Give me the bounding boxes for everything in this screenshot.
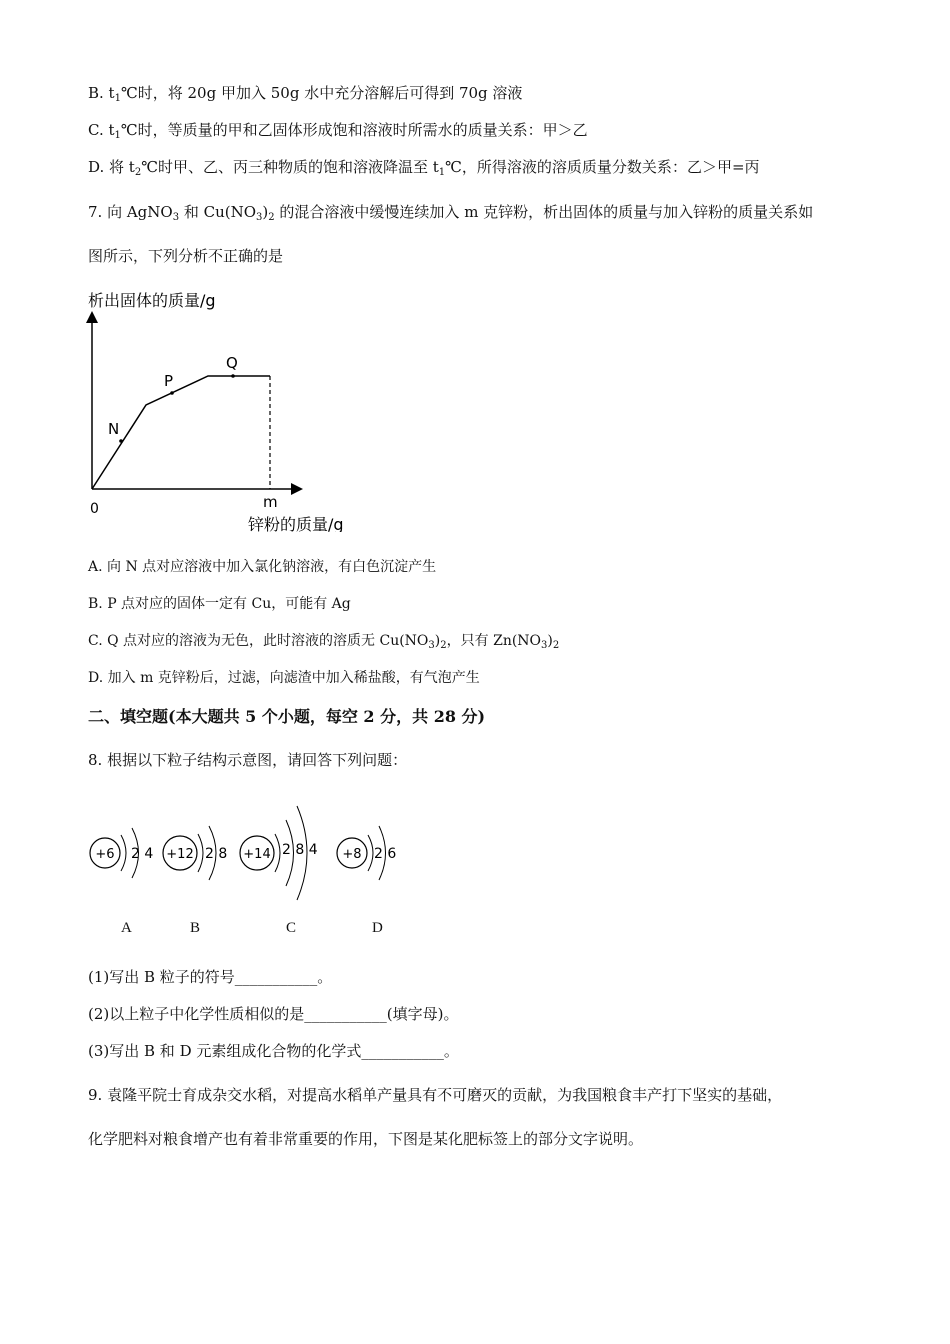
svg-text:+12: +12 bbox=[166, 847, 194, 862]
atom-b bbox=[163, 826, 227, 880]
y-axis-label: 析出固体的质量/g bbox=[88, 291, 216, 310]
svg-text:+14: +14 bbox=[243, 847, 271, 862]
atom-c bbox=[240, 806, 318, 900]
section-2-heading: 二、填空题(本大题共 5 个小题，每空 2 分，共 28 分) bbox=[88, 707, 486, 726]
atom-d bbox=[337, 826, 396, 880]
atom-label-c: C bbox=[286, 920, 297, 936]
q9-stem-line2: 化学肥料对粮食增产也有着非常重要的作用，下图是某化肥标签上的部分文字说明。 bbox=[88, 1130, 644, 1148]
svg-text:2 8: 2 8 bbox=[205, 846, 228, 862]
point-n bbox=[119, 439, 123, 443]
label-p: P bbox=[164, 372, 174, 390]
q7-stem-line2: 图所示，下列分析不正确的是 bbox=[88, 247, 284, 265]
svg-text:2 8 4: 2 8 4 bbox=[282, 842, 318, 858]
svg-text:+6: +6 bbox=[95, 847, 115, 862]
q6-option-b: B. $t_1℃$时，将 20g 甲加入 50g 水中充分溶解后可得到 70g 溶液 bbox=[88, 84, 523, 104]
q9-stem-line1: 9. 袁隆平院士育成杂交水稻，对提高水稻单产量具有不可磨灭的贡献，为我国粮食丰产打下坚实的基础， bbox=[88, 1086, 783, 1104]
svg-text:+8: +8 bbox=[342, 847, 362, 862]
atom-a bbox=[90, 828, 153, 878]
q8-stem: 8. 根据以下粒子结构示意图，请回答下列问题： bbox=[88, 751, 408, 769]
atom-diagrams bbox=[85, 792, 425, 902]
q8-part-2: (2)以上粒子中化学性质相似的是___________(填字母)。 bbox=[88, 1005, 459, 1023]
origin-label: 0 bbox=[90, 501, 99, 517]
svg-text:2 6: 2 6 bbox=[374, 846, 397, 862]
q7-option-d: D. 加入 m 克锌粉后，过滤，向滤渣中加入稀盐酸，有气泡产生 bbox=[88, 670, 480, 686]
q8-part-1: (1)写出 B 粒子的符号___________。 bbox=[88, 968, 333, 986]
q7-graph bbox=[80, 282, 380, 532]
q7-stem: 7. 向 AgNO$_3$ 和 $Cu(NO_3)_2$ 的混合溶液中缓慢连续加入 m 克锌粉，析出固体的质量与加入锌粉的质量关系如 bbox=[88, 203, 814, 223]
q6-option-c: C. $t_1℃$时，等质量的甲和乙固体形成饱和溶液时所需水的质量关系：甲＞乙 bbox=[88, 121, 588, 141]
atom-label-d: D bbox=[372, 920, 383, 936]
svg-text:2 4: 2 4 bbox=[131, 846, 154, 862]
q7-option-b: B. P 点对应的固体一定有 Cu，可能有 Ag bbox=[88, 596, 351, 612]
q6-option-d: D. 将 $t_2℃$时甲、乙、丙三种物质的饱和溶液降温至 $t_1℃$，所得溶液的溶质质量分数关系：乙＞甲=丙 bbox=[88, 158, 760, 178]
atom-label-a: A bbox=[121, 920, 132, 936]
q8-part-3: (3)写出 B 和 D 元素组成化合物的化学式___________。 bbox=[88, 1042, 459, 1060]
q7-option-a: A. 向 N 点对应溶液中加入氯化钠溶液，有白色沉淀产生 bbox=[88, 559, 437, 575]
point-q bbox=[231, 374, 235, 378]
x-axis-label: 锌粉的质量/g bbox=[248, 515, 344, 532]
label-q: Q bbox=[226, 354, 238, 372]
m-label: m bbox=[263, 493, 278, 511]
atom-label-b: B bbox=[190, 920, 201, 936]
q7-option-c: C. Q 点对应的溶液为无色，此时溶液的溶质无 $Cu(NO_3)_2$，只有 $Zn(NO_3)_2$ bbox=[88, 633, 560, 651]
label-n: N bbox=[108, 420, 120, 438]
point-p bbox=[170, 391, 174, 395]
